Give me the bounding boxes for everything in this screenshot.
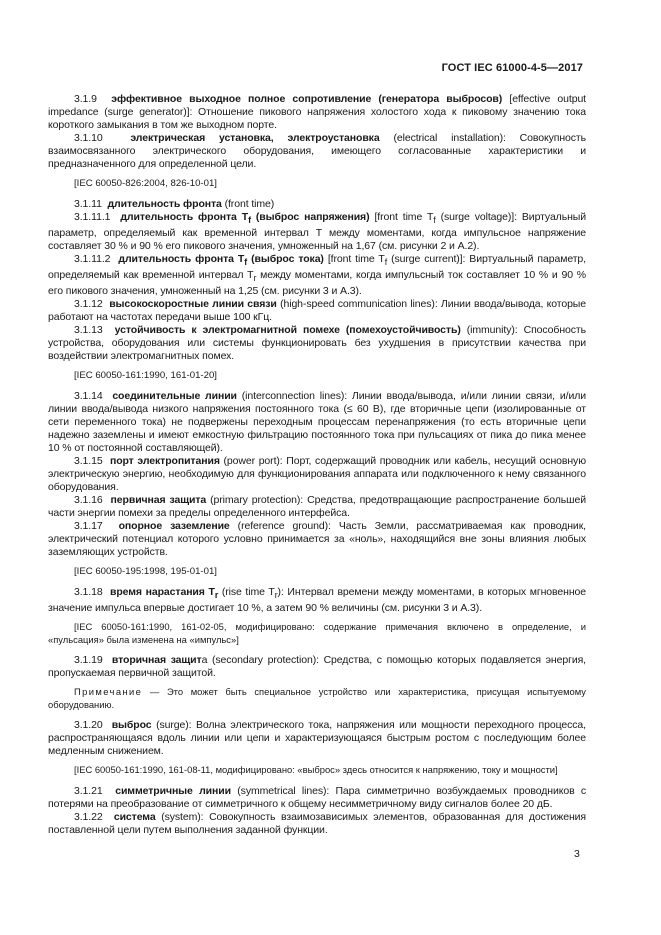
term-3-1-13	[48, 324, 586, 363]
term-3-1-20	[48, 719, 586, 758]
term-number: 3.1.17	[74, 520, 103, 533]
term-name: устойчивость к электромагнитной помехе (помехоустойчивость)	[114, 324, 461, 337]
term-3-1-21	[48, 785, 586, 811]
term-name: время нарастания T	[109, 586, 215, 599]
note-text: — Это может быть специальное устройство или характеристика, присущая испытуемому оборудованию.	[48, 686, 586, 710]
term-name: первичная защита	[110, 494, 207, 507]
term-definition: (power port): Порт, содержащий проводник или кабель, несущий основную электрическую энергию, необходимую для функционирования аппарата или подключенного к нему связанного оборудования.	[48, 455, 586, 494]
term-3-1-9	[48, 93, 586, 132]
term-definition: [effective output impedance (surge generator)]: Отношение пикового напряжения холостого хода к пиковому значению тока короткого замыкания в том же выходном порте.	[48, 93, 586, 131]
term-3-1-22	[48, 811, 586, 837]
term-subscript: f	[248, 215, 251, 226]
term-name: опорное заземление	[118, 520, 230, 533]
term-english-subscript: f	[433, 215, 436, 226]
term-name: порт электропитания	[109, 455, 220, 468]
term-number: 3.1.11.1	[74, 211, 111, 223]
term-english-a: (rise time T	[218, 586, 275, 599]
term-name: система	[113, 810, 156, 823]
term-name: вторичная защит	[111, 654, 202, 667]
term-name: электрическая установка, электроустановка	[130, 132, 380, 144]
term-definition: (primary protection): Средства, предотвращающие распространение большей части энергии помехи за пределы определенного интерфейса.	[48, 494, 587, 520]
term-definition: между моментами, когда импульсный ток составляет 10 % и 90 % его пикового значения, умноженный на 1,25 (см. рисунки 3 и А.3).	[48, 269, 586, 298]
term-3-1-15	[48, 455, 586, 494]
note	[48, 686, 586, 711]
term-english-subscript: f	[384, 257, 388, 268]
term-number: 3.1.11	[74, 198, 102, 210]
term-3-1-18	[48, 586, 586, 615]
term-definition: (surge): Волна электрического тока, напряжения или мощности переходного процесса, распространяющаяся вдоль линии или цепи и характеризующаяся быстрым ростом с последующим более медленным снижением.	[48, 719, 586, 758]
term-name: высокоскоростные линии связи	[109, 298, 277, 311]
term-definition: (front time)	[221, 198, 275, 210]
term-number: 3.1.14	[74, 390, 103, 403]
document-body	[48, 93, 586, 837]
term-3-1-17	[48, 520, 586, 559]
document-header: ГОСТ IEC 61000-4-5—2017	[441, 62, 583, 74]
term-number: 3.1.16	[74, 494, 103, 507]
term-number: 3.1.9	[74, 93, 97, 105]
term-definition: (secondary protection): Средства, с помощью которых подавляется энергия, пропускаемая первичной защитой.	[48, 654, 586, 680]
term-subscript: f	[244, 257, 248, 268]
term-number: 3.1.10	[74, 132, 103, 144]
term-definition: (high-speed communication lines): Линии ввода/вывода, которые работают на частотах передачи выше 100 кГц.	[48, 298, 586, 324]
term-number: 3.1.20	[74, 719, 103, 732]
term-definition: ): Интервал времени между моментами, в которых мгновенное значение импульса впервые достигает 10 %, а затем 90 % величины (см. рисунки 3 и А.3).	[48, 586, 586, 615]
term-english-a: [front time T	[369, 211, 434, 223]
term-3-1-19	[48, 654, 586, 680]
term-name: эффективное выходное полное сопротивление (генератора выбросов)	[111, 93, 503, 105]
term-definition: (reference ground): Часть Земли, рассматриваемая как проводник, электрический потенциал которого условно принимается за «ноль», находящийся вне зоны влияния любых заземляющих устройств.	[48, 520, 587, 559]
term-subscript: r	[214, 590, 219, 601]
term-definition-a: (surge current)]: Виртуальный параметр, определяемый как временной интервал T	[48, 253, 586, 282]
term-name: длительность фронта	[107, 198, 222, 210]
term-definition: (symmetrical lines): Пара симметрично возбуждаемых проводников с потерями на преобразование от симметричного к общему несимметричному виду сигналов более 20 дБ.	[48, 784, 586, 810]
term-number: 3.1.19	[74, 654, 103, 667]
term-number: 3.1.11.2	[74, 253, 111, 266]
term-number: 3.1.12	[74, 298, 103, 311]
term-number: 3.1.21	[74, 784, 103, 797]
term-definition: (surge voltage)]: Виртуальный параметр, определяемый как временной интервал T между моментами, когда импульсное напряжение составляет 30 % и 90 % его пикового значения, умноженный на 1,67 (см. рисунки 2 и А.2).	[48, 211, 586, 253]
source-reference: [IEC 60050-161:1990, 161-01-20]	[74, 370, 217, 382]
term-3-1-12	[48, 298, 586, 324]
source-reference: [IEC 60050-195:1998, 195-01-01]	[74, 566, 217, 578]
term-name: соединительные линии	[112, 390, 237, 403]
term-number: 3.1.18	[74, 586, 103, 599]
term-english-a: [front time T	[323, 253, 385, 266]
term-definition: (electrical installation): Совокупность взаимосвязанного электрического оборудования, имеющего согласованные характеристики и предназначенного для определенной цели.	[48, 132, 587, 170]
term-3-1-11-2	[48, 253, 586, 298]
term-number: 3.1.22	[74, 810, 103, 823]
term-name-suffix: (выброс тока)	[247, 253, 324, 266]
term-name: выброс	[111, 719, 152, 732]
term-3-1-14	[48, 390, 586, 455]
term-number: 3.1.15	[74, 455, 103, 468]
term-3-1-11-1	[48, 211, 586, 253]
term-3-1-11	[48, 198, 586, 211]
modification-note: [IEC 60050-161:1990, 161-08-11, модифицировано: «выброс» здесь относится к напряжению, току и мощности]	[74, 764, 558, 776]
term-name-suffix: (выброс напряжения)	[250, 211, 370, 223]
term-name: длительность фронта T	[120, 211, 249, 223]
note-label: Примечание	[74, 686, 143, 698]
source-reference: [IEC 60050-826:2004, 826-10-01]	[74, 178, 217, 189]
term-definition: (interconnection lines): Линии ввода/вывода, и/или линии связи, и/или линии ввода/вывода низкого напряжения постоянного тока (≤ 60 В), где вторичные цепи (изолированные от сети переменного тока) не подвержены переходным процессам перенапряжения (то есть вторичные цепи надежно заземлены и имеют емкостную фильтрацию постоянного тока при пульсациях от пика до пика менее 10 % от постоянной составляющей).	[48, 390, 586, 455]
term-definition-subscript: r	[253, 273, 257, 284]
term-name-tail: а	[201, 654, 208, 667]
term-name: симметричные линии	[115, 784, 231, 797]
modification-note: [IEC 60050-161:1990, 161-02-05, модифицировано: содержание примечания включено в определение, и «пульсация» была изменена на «импульс»]	[48, 621, 586, 645]
term-3-1-10	[48, 132, 586, 171]
term-name: длительность фронта T	[118, 253, 245, 266]
term-number: 3.1.13	[74, 324, 103, 337]
term-definition: (immunity): Способность устройства, оборудования или системы функционировать без ухудшения в присутствии качества при воздействии электромагнитных помех.	[48, 324, 586, 363]
term-definition: (system): Совокупность взаимозависимых элементов, образованная для достижения поставленной цели путем выполнения заданной функции.	[48, 810, 586, 836]
page-number: 3	[574, 848, 580, 860]
term-english-subscript: r	[274, 590, 278, 601]
term-3-1-16	[48, 494, 586, 520]
